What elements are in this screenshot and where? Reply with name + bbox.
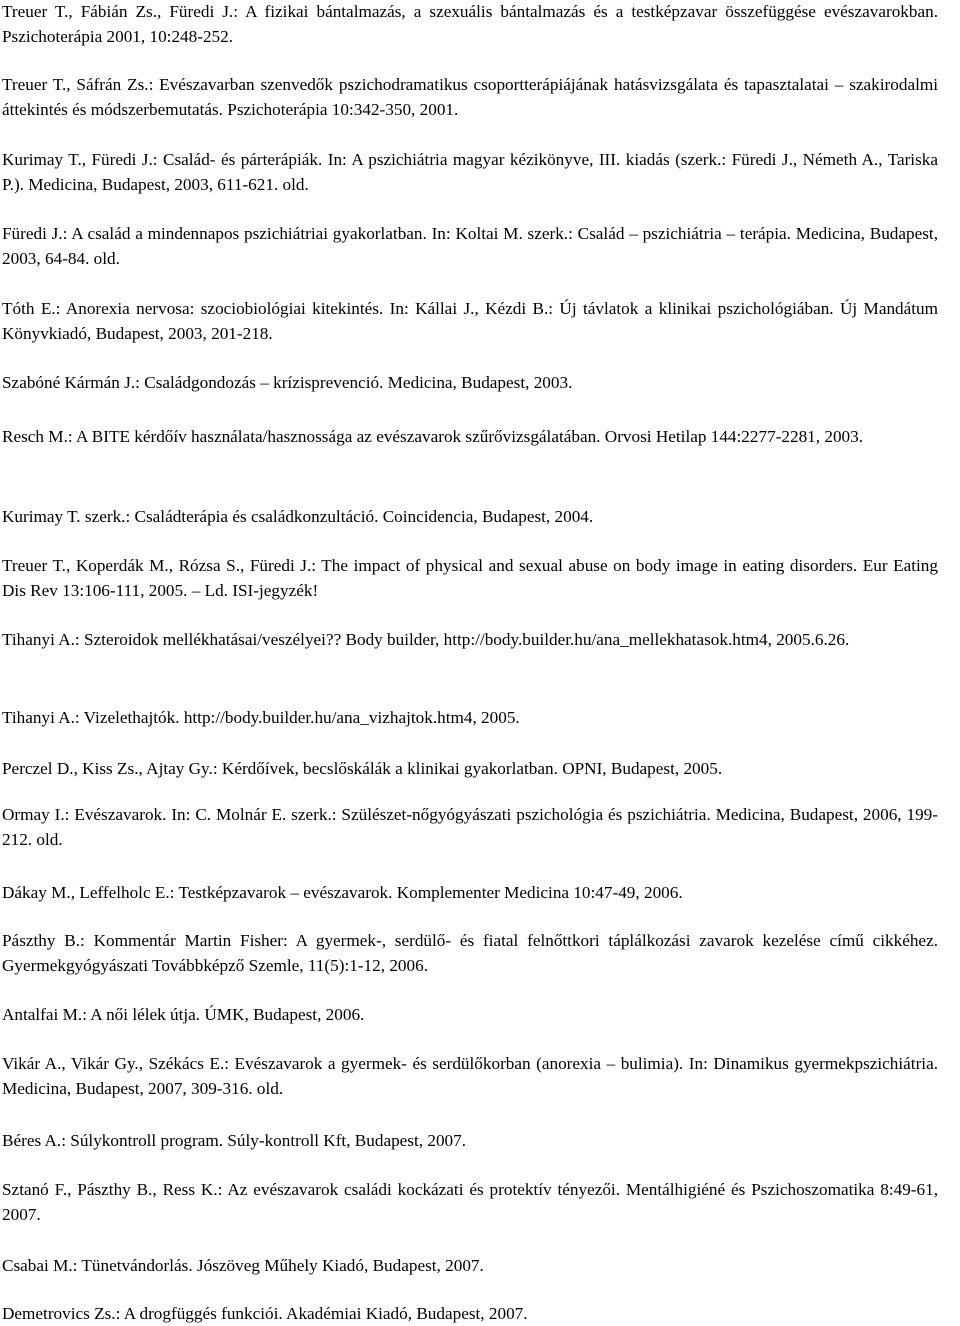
reference-entry: Ormay I.: Evészavarok. In: C. Molnár E. szerk.: Szülészet-nőgyógyászati pszichológia és pszichiátria. Medicina, Budapest, 2006, 199-212. old. [2,805,938,849]
reference-entry: Perczel D., Kiss Zs., Ajtay Gy.: Kérdőívek, becslőskálák a klinikai gyakorlatban. OPNI, Budapest, 2005. [2,759,723,778]
reference-entry: Demetrovics Zs.: A drogfüggés funkciói. Akadémiai Kiadó, Budapest, 2007. [2,1304,528,1323]
reference-entry: Treuer T., Fábián Zs., Füredi J.: A fizikai bántalmazás, a szexuális bántalmazás és a testképzavar összefüggése evészavarokban. Pszichoterápia 2001, 10:248-252. [2,2,938,46]
reference-entry: Kurimay T., Füredi J.: Család- és párterápiák. In: A pszichiátria magyar kézikönyve, III. kiadás (szerk.: Füredi J., Németh A., Tariska P.). Medicina, Budapest, 2003, 611-621. old. [2,150,938,194]
reference-entry: Treuer T., Koperdák M., Rózsa S., Füredi J.: The impact of physical and sexual abuse on body image in eating disorders. Eur Eating Dis Rev 13:106-111, 2005. – Ld. ISI-jegyzék! [2,556,938,600]
reference-entry: Béres A.: Súlykontroll program. Súly-kontroll Kft, Budapest, 2007. [2,1131,467,1150]
reference-entry: Szabóné Kármán J.: Családgondozás – krízisprevenció. Medicina, Budapest, 2003. [2,373,573,392]
reference-entry: Kurimay T. szerk.: Családterápia és családkonzultáció. Coincidencia, Budapest, 2004. [2,507,594,526]
reference-entry: Dákay M., Leffelholc E.: Testképzavarok – evészavarok. Komplementer Medicina 10:47-49, 2006. [2,883,683,902]
reference-entry: Tihanyi A.: Vizelethajtók. http://body.builder.hu/ana_vizhajtok.htm4, 2005. [2,708,520,727]
reference-entry: Treuer T., Sáfrán Zs.: Evészavarban szenvedők pszichodramatikus csoportterápiájának hatásvizsgálata és tapasztalatai – szakirodalmi áttekintés és módszerbemutatás. Pszichoterápia 10:342-350, 2001. [2,75,938,119]
reference-entry: Vikár A., Vikár Gy., Székács E.: Evészavarok a gyermek- és serdülőkorban (anorexia – bulimia). In: Dinamikus gyermekpszichiátria. Medicina, Budapest, 2007, 309-316. old. [2,1054,938,1098]
reference-entry: Antalfai M.: A női lélek útja. ÚMK, Budapest, 2006. [2,1005,365,1024]
reference-entry: Resch M.: A BITE kérdőív használata/hasznossága az evészavarok szűrővizsgálatában. Orvosi Hetilap 144:2277-2281, 2003. [2,427,864,446]
reference-entry: Tihanyi A.: Szteroidok mellékhatásai/veszélyei?? Body builder, http://body.builder.hu/ana_mellekhatasok.htm4, 2005.6.26. [2,630,850,649]
reference-entry: Tóth E.: Anorexia nervosa: szociobiológiai kitekintés. In: Kállai J., Kézdi B.: Új távlatok a klinikai pszichológiában. Új Mandátum Könyvkiadó, Budapest, 2003, 201-218. [2,299,938,343]
reference-entry: Pászthy B.: Kommentár Martin Fisher: A gyermek-, serdülő- és fiatal felnőttkori táplálkozási zavarok kezelése című cikkéhez. Gyermekgyógyászati Továbbképző Szemle, 11(5):1-12, 2006. [2,931,938,975]
reference-entry: Csabai M.: Tünetvándorlás. Jószöveg Műhely Kiadó, Budapest, 2007. [2,1256,484,1275]
reference-entry: Füredi J.: A család a mindennapos pszichiátriai gyakorlatban. In: Koltai M. szerk.: Család – pszichiátria – terápia. Medicina, Budapest, 2003, 64-84. old. [2,224,938,268]
reference-entry: Sztanó F., Pászthy B., Ress K.: Az evészavarok családi kockázati és protektív tényezői. Mentálhigiéné és Pszichoszomatika 8:49-61, 2007. [2,1180,938,1224]
